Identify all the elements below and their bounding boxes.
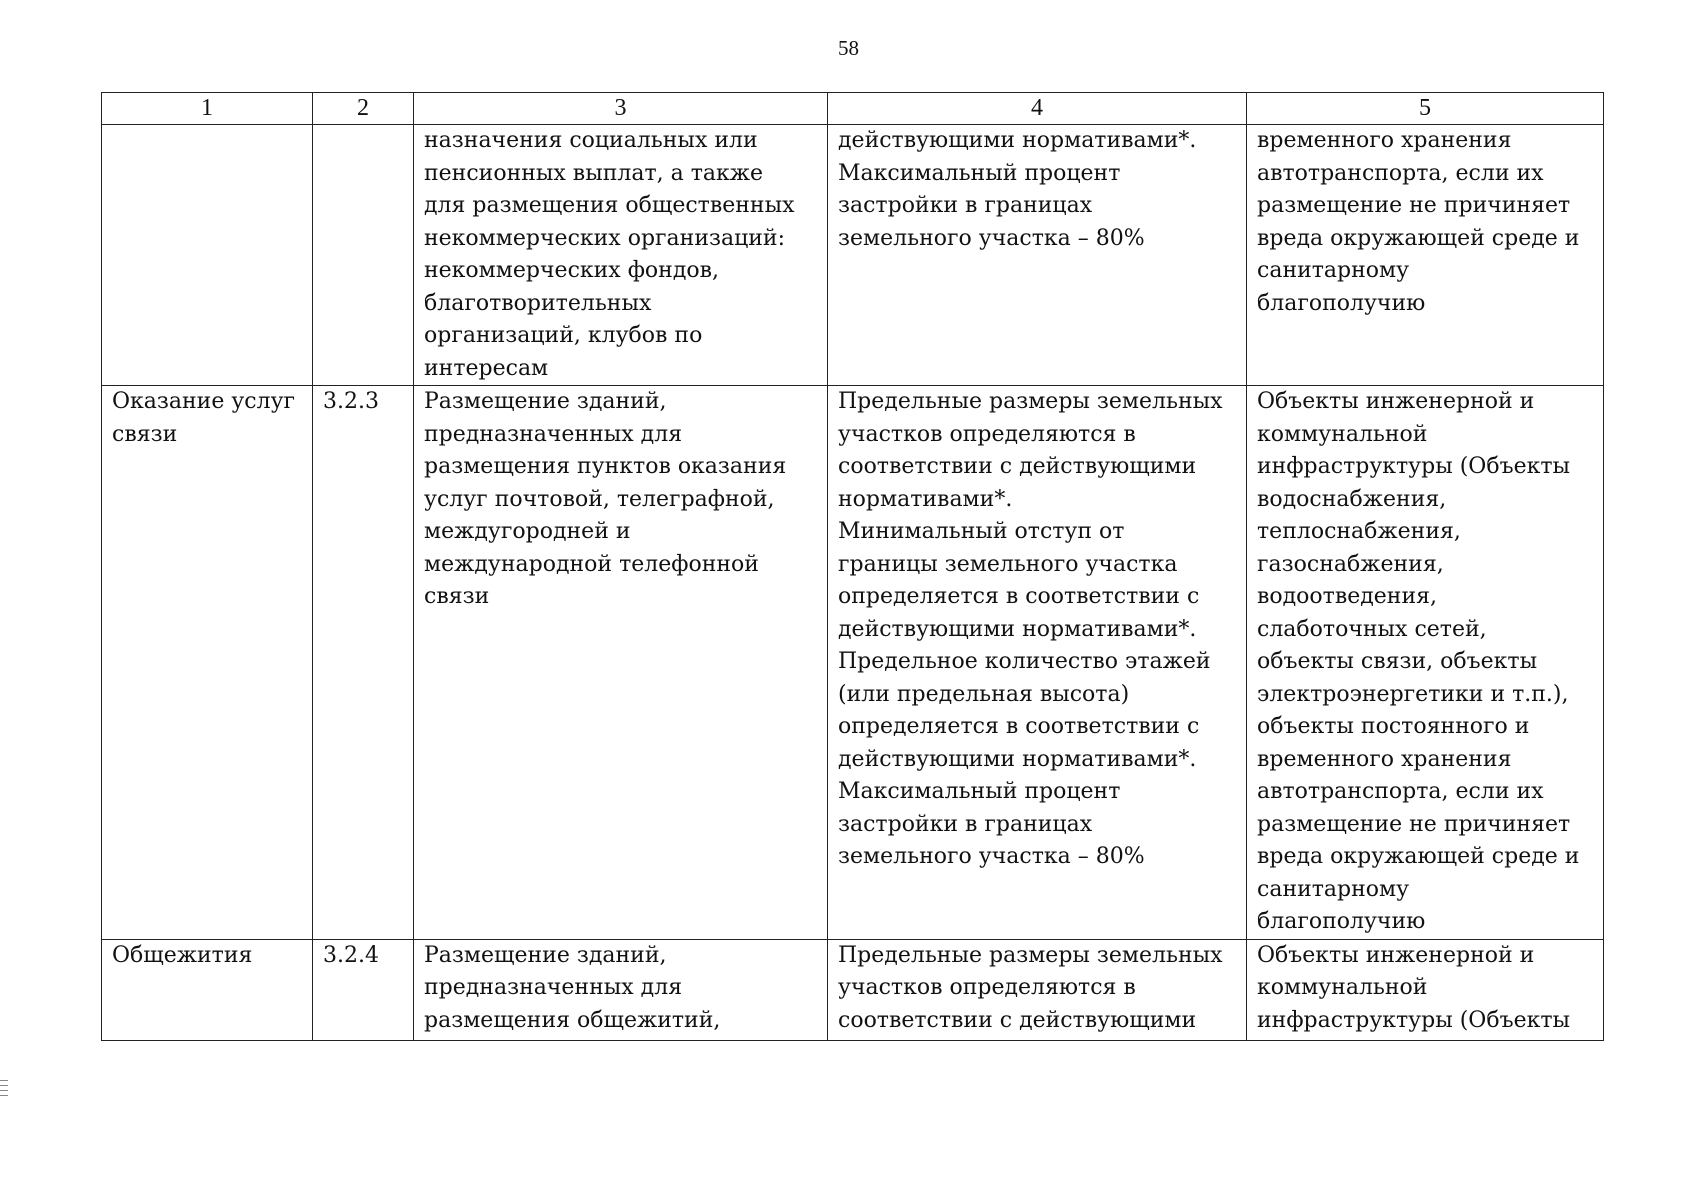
parameters-text: действующими нормативами*. Максимальный процент застройки в границах земельного участка – 80%: [838, 128, 1197, 251]
auxiliary-text: Объекты инженерной и коммунальной инфраструктуры (Объекты водоснабжения, теплоснабжения, газоснабжения, водоотведения, слаботочных сетей, объекты связи, объекты электроэнергетики и т.п.), объекты постоянного и временного хранения автотранспорта, если их размещение не причиняет вреда окружающей среде и санитарному благополучию: [1257, 389, 1580, 934]
use-name-cell: [102, 386, 313, 940]
scan-margin-mark: [0, 1080, 8, 1098]
column-header-1: 1: [102, 93, 313, 125]
column-header-2: 2: [313, 93, 414, 125]
parameters-text: Предельные размеры земельных участков определяются в соответствии с действующими: [838, 942, 1223, 1033]
table-row: [102, 125, 1604, 386]
use-code-text: 3.2.3: [323, 389, 379, 414]
description-cell: [414, 125, 828, 386]
parameters-text: Предельные размеры земельных участков определяются в соответствии с действующими нормативами*. Минимальный отступ от границы земельного участка определяется в соответствии с действующими нормативами*. Предельное количество этажей (или предельная высота) определяется в соответствии с действующими нормативами*. Максимальный процент застройки в границах земельного участка – 80%: [838, 389, 1223, 869]
parameters-cell: [828, 939, 1247, 1040]
use-name-text: Общежития: [112, 942, 253, 968]
auxiliary-cell: [1247, 386, 1604, 940]
use-code-text: 3.2.4: [323, 942, 379, 968]
parameters-cell: [828, 386, 1247, 940]
use-code-cell: [313, 939, 414, 1040]
description-text: Размещение зданий, предназначенных для размещения общежитий,: [424, 942, 721, 1033]
column-header-3: 3: [414, 93, 828, 125]
use-code-cell: [313, 386, 414, 940]
auxiliary-cell: [1247, 939, 1604, 1040]
use-name-cell: [102, 125, 313, 386]
table-row: [102, 939, 1604, 1040]
description-text: Размещение зданий, предназначенных для размещения пунктов оказания услуг почтовой, телеграфной, междугородней и международной телефонной связи: [424, 389, 787, 609]
land-use-table: [101, 92, 1604, 1041]
use-name-text: Оказание услуг связи: [112, 389, 296, 447]
table-header-row: [102, 93, 1604, 125]
table-row: [102, 386, 1604, 940]
page-number: 58: [838, 36, 859, 60]
auxiliary-cell: [1247, 125, 1604, 386]
use-name-cell: [102, 939, 313, 1040]
description-cell: [414, 386, 828, 940]
description-cell: [414, 939, 828, 1040]
parameters-cell: [828, 125, 1247, 386]
column-header-4: 4: [828, 93, 1247, 125]
use-code-cell: [313, 125, 414, 386]
column-header-5: 5: [1247, 93, 1604, 125]
auxiliary-text: Объекты инженерной и коммунальной инфраструктуры (Объекты: [1257, 942, 1571, 1033]
auxiliary-text: временного хранения автотранспорта, если их размещение не причиняет вреда окружающей среде и санитарному благополучию: [1257, 128, 1580, 316]
description-text: назначения социальных или пенсионных выплат, а также для размещения общественных некоммерческих организаций: некоммерческих фондов, благотворительных организаций, клубов по интересам: [424, 128, 795, 381]
